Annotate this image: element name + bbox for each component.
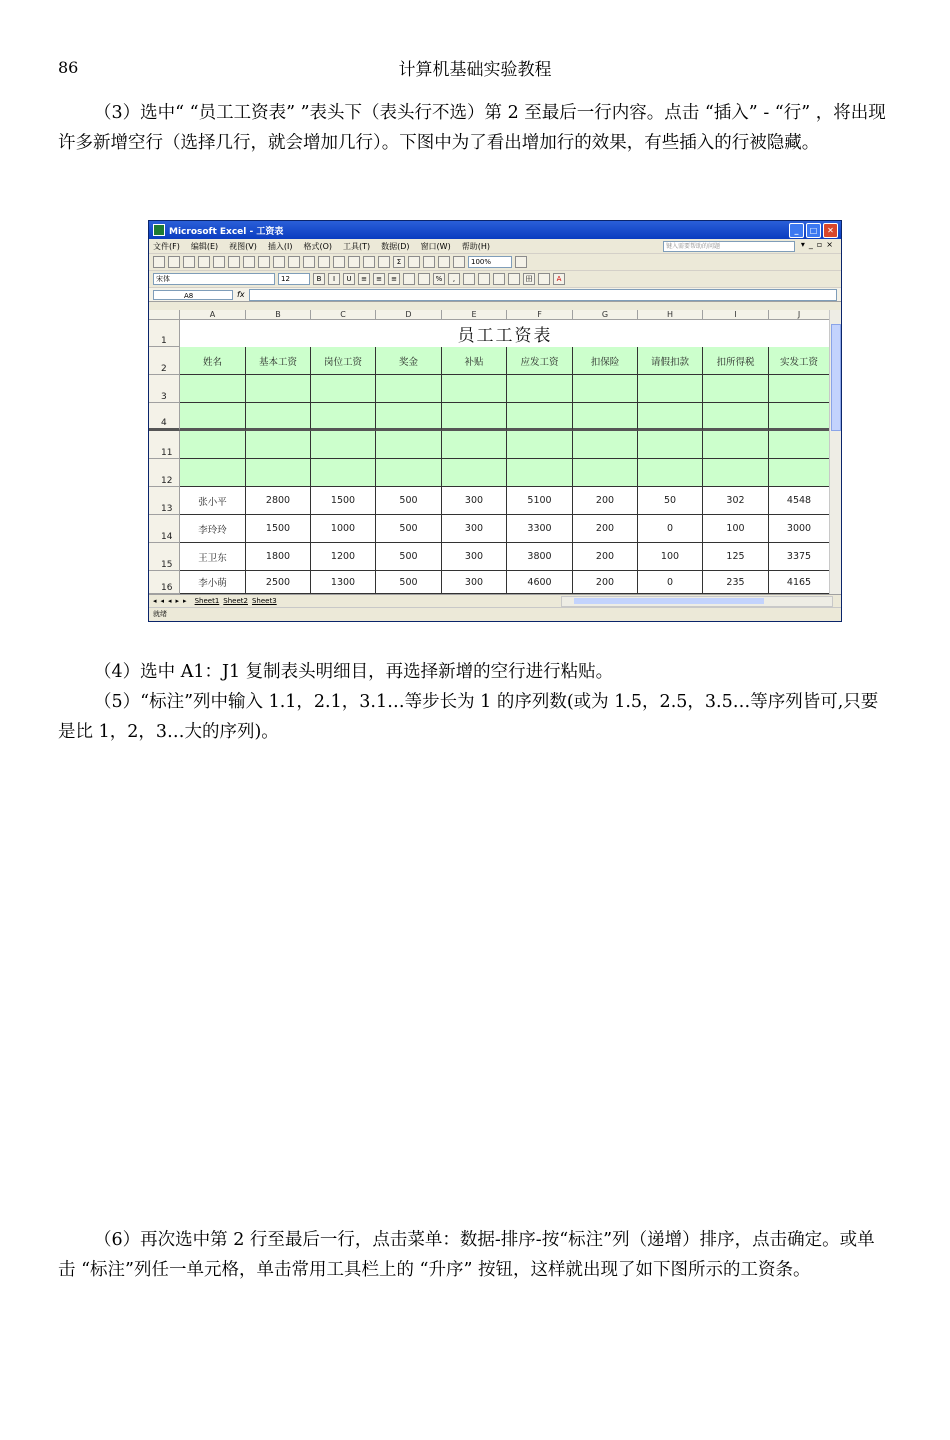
data-cell[interactable]: 100 (638, 543, 703, 571)
row-header-15[interactable] (149, 543, 180, 571)
bold-icon[interactable]: B (313, 273, 325, 285)
data-cell[interactable]: 3000 (769, 515, 830, 543)
header-cell[interactable]: 请假扣款 (638, 347, 703, 375)
font-size-select[interactable]: 12 (278, 273, 310, 285)
help-icon[interactable] (515, 256, 527, 268)
status-bar: 就绪 (149, 607, 842, 621)
empty-inserted-cell[interactable] (769, 431, 830, 459)
data-cell[interactable]: 200 (573, 487, 638, 515)
excel-screenshot (148, 220, 842, 622)
row-header-12[interactable] (149, 459, 180, 487)
data-cell[interactable]: 100 (703, 515, 769, 543)
decrease-indent-icon[interactable] (493, 273, 505, 285)
data-cell[interactable]: 200 (573, 571, 638, 594)
data-cell[interactable]: 3800 (507, 543, 573, 571)
row-number: 12 (161, 476, 173, 486)
header-cell[interactable]: 基本工资 (246, 347, 311, 375)
empty-inserted-cell[interactable] (573, 403, 638, 431)
header-cell[interactable]: 扣所得税 (703, 347, 769, 375)
empty-inserted-cell[interactable] (442, 431, 507, 459)
email-icon[interactable] (213, 256, 225, 268)
save-icon[interactable] (183, 256, 195, 268)
empty-inserted-cell[interactable] (703, 459, 769, 487)
row-number: 16 (161, 583, 173, 593)
data-cell[interactable]: 1000 (311, 515, 376, 543)
data-cell[interactable]: 0 (638, 571, 703, 594)
excel-title-bar (149, 221, 841, 239)
data-cell[interactable]: 4600 (507, 571, 573, 594)
align-left-icon[interactable]: ≡ (358, 273, 370, 285)
empty-inserted-cell[interactable] (180, 459, 246, 487)
empty-inserted-cell[interactable] (311, 459, 376, 487)
row-number: 15 (161, 560, 173, 570)
data-cell[interactable]: 500 (376, 487, 442, 515)
empty-inserted-cell[interactable] (507, 375, 573, 403)
row-header-16[interactable] (149, 571, 180, 594)
empty-inserted-cell[interactable] (376, 459, 442, 487)
data-cell[interactable]: 200 (573, 543, 638, 571)
paragraph-6 (58, 1225, 892, 1285)
sort-ascending-icon[interactable] (408, 256, 420, 268)
open-icon[interactable] (168, 256, 180, 268)
data-cell[interactable]: 李小萌 (180, 571, 246, 594)
paragraph-4-text: （4）选中 A1：J1 复制表头明细目，再选择新增的空行进行粘贴。 (94, 662, 614, 682)
menu-window[interactable]: 窗口(W) (420, 241, 451, 251)
menu-format[interactable]: 格式(O) (303, 241, 333, 251)
maximize-button[interactable]: □ (806, 223, 821, 238)
vertical-scroll-thumb[interactable] (831, 324, 841, 431)
row-header-4[interactable] (149, 403, 180, 431)
empty-inserted-cell[interactable] (703, 375, 769, 403)
data-cell[interactable]: 302 (703, 487, 769, 515)
new-icon[interactable] (153, 256, 165, 268)
column-header-D[interactable]: D (376, 310, 442, 320)
formatting-toolbar (149, 271, 841, 288)
row-header-1[interactable] (149, 320, 180, 347)
fx-icon[interactable]: fx (237, 290, 245, 299)
empty-inserted-cell[interactable] (769, 403, 830, 431)
column-header-I[interactable]: I (703, 310, 769, 320)
undo-icon[interactable] (348, 256, 360, 268)
paragraph-4 (58, 657, 892, 687)
menu-view[interactable]: 视图(V) (229, 241, 257, 251)
empty-inserted-cell[interactable] (376, 431, 442, 459)
header-cell[interactable]: 实发工资 (769, 347, 830, 375)
sheet-tab-1[interactable]: Sheet1 (194, 597, 220, 605)
data-cell[interactable]: 2800 (246, 487, 311, 515)
data-cell[interactable]: 235 (703, 571, 769, 594)
fill-color-icon[interactable] (538, 273, 550, 285)
row-number: 4 (161, 418, 167, 428)
increase-decimal-icon[interactable] (463, 273, 475, 285)
row-header-2[interactable] (149, 347, 180, 375)
empty-inserted-cell[interactable] (507, 403, 573, 431)
data-cell[interactable]: 王卫东 (180, 543, 246, 571)
empty-inserted-cell[interactable] (442, 403, 507, 431)
empty-inserted-cell[interactable] (442, 459, 507, 487)
empty-inserted-cell[interactable] (442, 375, 507, 403)
header-cell[interactable]: 姓名 (180, 347, 246, 375)
empty-inserted-cell[interactable] (246, 459, 311, 487)
empty-inserted-cell[interactable] (311, 403, 376, 431)
row-number: 1 (161, 336, 167, 346)
data-cell[interactable]: 4165 (769, 571, 830, 594)
worksheet-grid[interactable] (149, 310, 841, 594)
empty-inserted-cell[interactable] (638, 375, 703, 403)
row-number: 13 (161, 504, 173, 514)
empty-inserted-cell[interactable] (180, 431, 246, 459)
data-cell[interactable]: 5100 (507, 487, 573, 515)
autosum-icon[interactable]: Σ (393, 256, 405, 268)
help-search-input[interactable]: 键入需要帮助的问题 (663, 241, 795, 252)
empty-inserted-cell[interactable] (376, 403, 442, 431)
sheet-title-cell[interactable]: 员工工资表 (180, 320, 830, 348)
minimize-button[interactable]: _ (789, 223, 804, 238)
research-icon[interactable] (273, 256, 285, 268)
empty-inserted-cell[interactable] (638, 431, 703, 459)
select-all-corner[interactable] (149, 310, 180, 320)
data-cell[interactable]: 500 (376, 515, 442, 543)
align-right-icon[interactable]: ≡ (388, 273, 400, 285)
column-header-H[interactable]: H (638, 310, 703, 320)
empty-inserted-cell[interactable] (507, 431, 573, 459)
data-cell[interactable]: 1300 (311, 571, 376, 594)
column-header-A[interactable]: A (180, 310, 246, 320)
empty-inserted-cell[interactable] (311, 431, 376, 459)
paragraph-3 (58, 98, 892, 158)
excel-window-title: Microsoft Excel - 工资表 (169, 226, 284, 237)
data-cell[interactable]: 200 (573, 515, 638, 543)
header-cell[interactable]: 奖金 (376, 347, 442, 375)
data-cell[interactable]: 1500 (311, 487, 376, 515)
header-cell[interactable]: 扣保险 (573, 347, 638, 375)
row-header-11[interactable] (149, 431, 180, 459)
data-cell[interactable]: 500 (376, 571, 442, 594)
data-cell[interactable]: 0 (638, 515, 703, 543)
excel-app-icon (153, 224, 165, 236)
standard-toolbar (149, 254, 841, 271)
column-header-F[interactable]: F (507, 310, 573, 320)
column-header-C[interactable]: C (311, 310, 376, 320)
menu-edit[interactable]: 编辑(E) (190, 241, 219, 251)
row-number: 3 (161, 392, 167, 402)
zoom-select[interactable]: 100% (468, 256, 512, 268)
empty-inserted-cell[interactable] (246, 431, 311, 459)
data-cell[interactable]: 300 (442, 515, 507, 543)
row-header-13[interactable] (149, 487, 180, 515)
paragraph-5 (58, 687, 892, 747)
sheet-tab-2[interactable]: Sheet2 (223, 597, 248, 605)
horizontal-scrollbar[interactable] (561, 596, 833, 607)
data-cell[interactable]: 300 (442, 571, 507, 594)
empty-inserted-cell[interactable] (638, 403, 703, 431)
empty-inserted-cell[interactable] (703, 431, 769, 459)
drawing-icon[interactable] (453, 256, 465, 268)
data-cell[interactable]: 4548 (769, 487, 830, 515)
empty-inserted-cell[interactable] (638, 459, 703, 487)
empty-inserted-cell[interactable] (769, 459, 830, 487)
print-icon[interactable] (228, 256, 240, 268)
empty-inserted-cell[interactable] (180, 403, 246, 431)
data-cell[interactable]: 1500 (246, 515, 311, 543)
vertical-scrollbar[interactable] (829, 310, 841, 594)
empty-inserted-cell[interactable] (573, 431, 638, 459)
paragraph-6-text: （6）再次选中第 2 行至最后一行，点击菜单：数据-排序-按“标注”列（递增）排序，点击确定。或单击 “标注”列任一单元格，单击常用工具栏上的 “升序” 按钮，这样就出现了如下图所示的工资条。 (58, 1230, 875, 1280)
italic-icon[interactable]: I (328, 273, 340, 285)
empty-inserted-cell[interactable] (311, 375, 376, 403)
empty-inserted-cell[interactable] (573, 375, 638, 403)
name-box[interactable]: A8 (153, 290, 233, 300)
empty-inserted-cell[interactable] (376, 375, 442, 403)
empty-inserted-cell[interactable] (573, 459, 638, 487)
copy-icon[interactable] (303, 256, 315, 268)
currency-icon[interactable] (418, 273, 430, 285)
align-center-icon[interactable]: ≡ (373, 273, 385, 285)
empty-inserted-cell[interactable] (246, 403, 311, 431)
comma-icon[interactable]: , (448, 273, 460, 285)
sort-descending-icon[interactable] (423, 256, 435, 268)
merge-center-icon[interactable] (403, 273, 415, 285)
data-cell[interactable]: 3375 (769, 543, 830, 571)
excel-menu-bar (149, 239, 841, 254)
menu-help[interactable]: 帮助(H) (461, 241, 490, 251)
data-cell[interactable]: 2500 (246, 571, 311, 594)
menu-file[interactable]: 文件(F) (153, 241, 180, 251)
menu-tools[interactable]: 工具(T) (343, 241, 371, 251)
menu-insert[interactable]: 插入(I) (267, 241, 293, 251)
horizontal-scroll-thumb[interactable] (574, 598, 764, 604)
hyperlink-icon[interactable] (378, 256, 390, 268)
empty-inserted-cell[interactable] (769, 375, 830, 403)
font-color-icon[interactable]: A (553, 273, 565, 285)
header-cell[interactable]: 岗位工资 (311, 347, 376, 375)
data-cell[interactable]: 1800 (246, 543, 311, 571)
print-preview-icon[interactable] (243, 256, 255, 268)
data-cell[interactable]: 500 (376, 543, 442, 571)
borders-icon[interactable]: 田 (523, 273, 535, 285)
header-cell[interactable]: 补贴 (442, 347, 507, 375)
row-header-3[interactable] (149, 375, 180, 403)
empty-inserted-cell[interactable] (180, 375, 246, 403)
format-painter-icon[interactable] (333, 256, 345, 268)
data-cell[interactable]: 张小平 (180, 487, 246, 515)
sheet-nav-arrows[interactable]: ◂◂◂▸▸ (153, 597, 191, 605)
book-title: 计算机基础实验教程 (398, 60, 552, 80)
percent-icon[interactable]: % (433, 273, 445, 285)
spelling-icon[interactable] (258, 256, 270, 268)
data-cell[interactable]: 3300 (507, 515, 573, 543)
cut-icon[interactable] (288, 256, 300, 268)
header-cell[interactable]: 应发工资 (507, 347, 573, 375)
increase-indent-icon[interactable] (508, 273, 520, 285)
paragraph-5-text: （5）“标注”列中输入 1.1，2.1，3.1…等步长为 1 的序列数(或为 1.5，2.5，3.5…等序列皆可,只要是比 1，2，3…大的序列)。 (58, 692, 879, 742)
row-number: 2 (161, 364, 167, 374)
redo-icon[interactable] (363, 256, 375, 268)
row-number: 14 (161, 532, 173, 542)
column-header-J[interactable]: J (769, 310, 830, 320)
paste-icon[interactable] (318, 256, 330, 268)
empty-inserted-cell[interactable] (246, 375, 311, 403)
menu-data[interactable]: 数据(D) (381, 241, 410, 251)
data-cell[interactable]: 1200 (311, 543, 376, 571)
empty-inserted-cell[interactable] (507, 459, 573, 487)
permission-icon[interactable] (198, 256, 210, 268)
paragraph-3-text: （3）选中“ “员工工资表” ”表头下（表头行不选）第 2 至最后一行内容。点击 “插入” - “行” ，将出现许多新增空行（选择几行，就会增加几行）。下图中为了看出增加行的效果，有些插入的行被隐藏。 (58, 103, 886, 153)
formula-input[interactable] (249, 289, 837, 301)
sheet-tab-3[interactable]: Sheet3 (251, 597, 277, 605)
chart-wizard-icon[interactable] (438, 256, 450, 268)
underline-icon[interactable]: U (343, 273, 355, 285)
column-header-E[interactable]: E (442, 310, 507, 320)
row-header-14[interactable] (149, 515, 180, 543)
close-button[interactable]: ✕ (823, 223, 838, 238)
empty-inserted-cell[interactable] (703, 403, 769, 431)
data-cell[interactable]: 300 (442, 543, 507, 571)
data-cell[interactable]: 李玲玲 (180, 515, 246, 543)
row-number: 11 (161, 448, 173, 458)
sheet-tab-bar (149, 594, 841, 607)
column-header-G[interactable]: G (573, 310, 638, 320)
data-cell[interactable]: 300 (442, 487, 507, 515)
data-cell[interactable]: 125 (703, 543, 769, 571)
column-header-B[interactable]: B (246, 310, 311, 320)
decrease-decimal-icon[interactable] (478, 273, 490, 285)
workbook-window-controls[interactable]: ▾_▫× (800, 240, 837, 249)
font-name-select[interactable]: 宋体 (153, 273, 275, 285)
formula-bar (149, 288, 841, 302)
data-cell[interactable]: 50 (638, 487, 703, 515)
page-number: 86 (58, 58, 79, 77)
